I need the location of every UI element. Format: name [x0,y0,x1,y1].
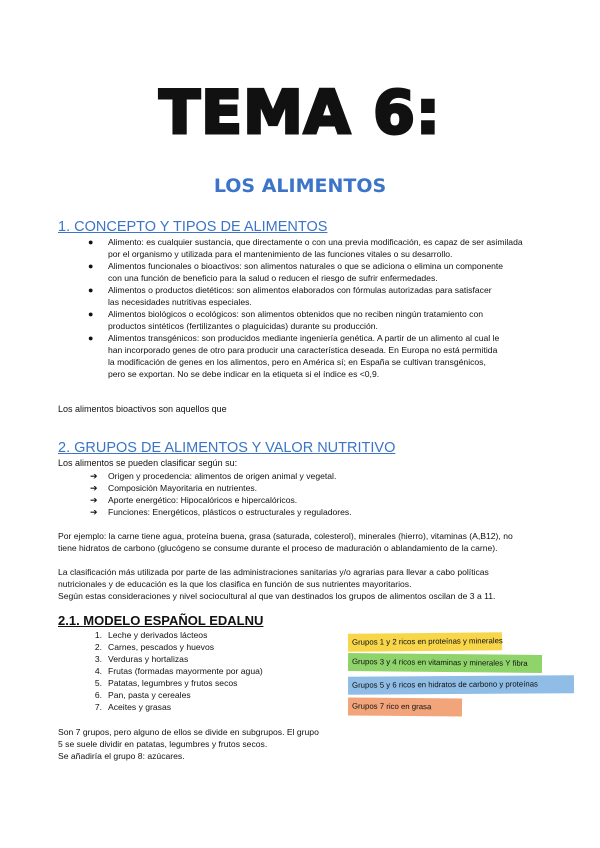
bullet-line: la modificación de genes en los alimentos, pero en América sí; en España se cultivan transgénicos, [108,357,486,367]
section-1-bullet-list [88,236,568,380]
bullet-line: con una función de beneficio para la salud o reducen el riesgo de sufrir enfermedades. [108,273,438,283]
section-2-heading: 2. GRUPOS DE ALIMENTOS Y VALOR NUTRITIVO [58,440,396,456]
paragraph-line: La clasificación más utilizada por parte de las administraciones sanitarias y/o agrarias para llevar a cabo políticas [58,567,489,577]
paragraph-line: nutricionales y de educación es la que los clasifica en función de sus nutrientes mayoritarios. [58,579,412,589]
bullet-line: han incorporado genes de otro para producir una característica deseada. En Europa no está permitida [108,345,498,355]
list-item: 3. Verduras y hortalizas [94,654,189,664]
section-1-heading: 1. CONCEPTO Y TIPOS DE ALIMENTOS [58,219,328,235]
bullet-line: Alimento: es cualquier sustancia, que directamente o con una previa modificación, es capaz de ser asimilada [108,237,523,247]
bullet-line: pero se exportan. No se debe indicar en la etiqueta si el índice es <0,9. [108,369,380,379]
example-paragraph [58,530,554,554]
list-item: ➔ Origen y procedencia: alimentos de origen animal y vegetal. [90,471,337,481]
classification-paragraph [58,566,558,602]
bullet-icon: ● [88,261,94,271]
page-title: TEMA 6: [159,78,441,148]
paragraph-line: Por ejemplo: la carne tiene agua, proteína buena, grasa (saturada, colesterol), minerales (hierro), vitaminas (A,B12), no [58,531,513,541]
bullet-line: Alimentos transgénicos: son producidos mediante ingeniería genética. A partir de un alimento al cual le [108,333,500,343]
list-item: 6. Pan, pasta y cereales [94,690,191,700]
paragraph-line: Se añadiría el grupo 8: azúcares. [58,751,185,761]
list-item [88,332,568,380]
section-1-note: Los alimentos bioactivos son aquellos que [58,404,227,414]
group-tag-3-4: Grupos 3 y 4 ricos en vitaminas y minerales Y fibra [348,653,542,673]
arrow-right-icon: ➔ [90,495,98,505]
paragraph-line: tiene hidratos de carbono (glucógeno se consume durante el proceso de maduración o ablandamiento de la carne). [58,543,498,553]
bullet-line: por el organismo y utilizada para el mantenimiento de las funciones vitales o su desarrollo. [108,249,453,259]
bullet-icon: ● [88,333,94,343]
arrow-right-icon: ➔ [90,483,98,493]
paragraph-line: 5 se suele dividir en patatas, legumbres y frutos secos. [58,739,268,749]
group-tag-7: Grupos 7 rico en grasa [348,698,462,717]
section-2-arrow-list [90,470,548,518]
bullet-line: Alimentos biológicos o ecológicos: son alimentos obtenidos que no reciben ningún tratamiento con [108,309,484,319]
bullet-line: Alimentos funcionales o bioactivos: son alimentos naturales o que se adiciona o elimina un componente [108,261,504,271]
list-item [88,308,568,332]
bullet-line: productos sintéticos (fertilizantes o plaguicidas) durante su producción. [108,321,378,331]
list-item: ➔ Composición Mayoritaria en nutrientes. [90,483,258,493]
list-item: 2. Carnes, pescados y huevos [94,642,215,652]
bullet-icon: ● [88,309,94,319]
bullet-line: Alimentos o productos dietéticos: son alimentos elaborados con fórmulas autorizadas para satisfacer [108,285,492,295]
bullet-icon: ● [88,285,94,295]
list-item: ➔ Aporte energético: Hipocalóricos e hipercalóricos. [90,495,298,505]
section-2-1-heading: 2.1. MODELO ESPAÑOL EDALNU [58,613,264,628]
paragraph-line: Según estas consideraciones y nivel sociocultural al que van destinados los grupos de alimentos oscilan de 3 a 11. [58,591,496,601]
section-2-intro: Los alimentos se pueden clasificar según su: [58,458,238,468]
list-item [88,260,568,284]
group-tag-5-6: Grupos 5 y 6 ricos en hidratos de carbono y proteínas [348,675,574,695]
bullet-icon: ● [88,237,94,247]
group-tag-1-2: Grupos 1 y 2 ricos en proteínas y minerales [348,632,502,652]
page-subtitle: LOS ALIMENTOS [213,175,387,197]
paragraph-line: Son 7 grupos, pero alguno de ellos se divide en subgrupos. El grupo [58,727,319,737]
edalnu-group-list [94,629,338,713]
section-2-1-footer [58,726,358,762]
arrow-right-icon: ➔ [90,471,98,481]
list-item [88,284,568,308]
list-item: 5. Patatas, legumbres y frutos secos [94,678,238,688]
list-item: 7. Aceites y grasas [94,702,172,712]
arrow-right-icon: ➔ [90,507,98,517]
list-item: 4. Frutas (formadas mayormente por agua) [94,666,263,676]
bullet-line: las necesidades nutritivas especiales. [108,297,252,307]
list-item: ➔ Funciones: Energéticos, plásticos o estructurales y reguladores. [90,507,352,517]
list-item [88,236,568,260]
list-item: 1. Leche y derivados lácteos [94,630,208,640]
